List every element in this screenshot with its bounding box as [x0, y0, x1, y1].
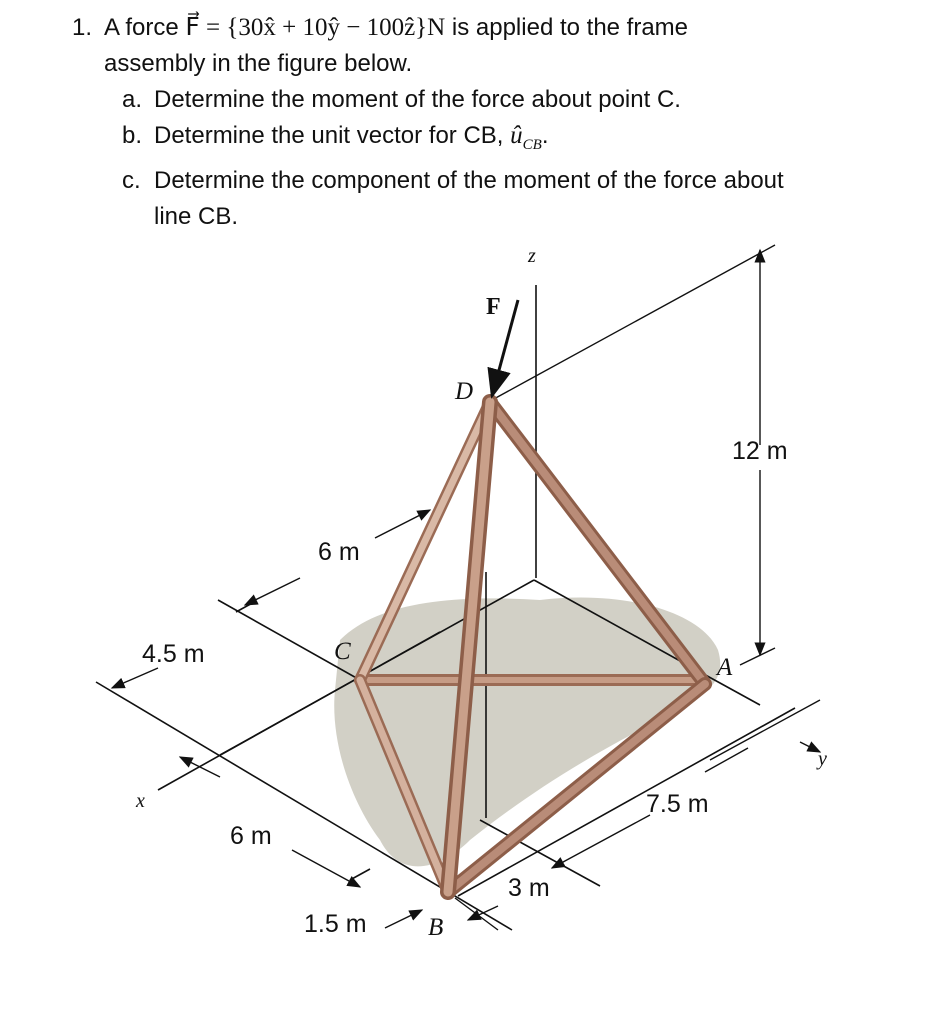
part-a-text: Determine the moment of the force about point C.: [154, 86, 681, 113]
part-b-text: Determine the unit vector for CB,: [154, 122, 504, 149]
force-label: F: [486, 294, 501, 320]
point-D-label: D: [455, 378, 474, 405]
point-B-label: B: [428, 914, 444, 941]
force-expression: F⃗ = {30x̂ + 10ŷ − 100ẑ}N: [185, 14, 446, 41]
dim-12m: 12 m: [732, 437, 788, 465]
part-c-letter: c.: [122, 167, 141, 194]
point-A-label: A: [717, 654, 733, 681]
intro-text: A force: [104, 14, 179, 41]
dim-1-5m: 1.5 m: [304, 910, 367, 938]
point-C-label: C: [334, 638, 351, 665]
dim-3m: 3 m: [508, 874, 550, 902]
dim-6m-bottom: 6 m: [230, 822, 272, 850]
problem-line-2: assembly in the figure below.: [104, 50, 413, 77]
part-a-letter: a.: [122, 86, 143, 113]
part-c-continued: line CB.: [154, 203, 239, 230]
part-b-end: .: [541, 122, 549, 149]
problem-number: 1.: [72, 14, 93, 41]
unit-vector-symbol: $û_{CB}$: [510, 122, 542, 153]
part-c-text: Determine the component of the moment of the force about: [154, 167, 784, 194]
dim-7-5m: 7.5 m: [646, 790, 709, 818]
x-axis-label: x: [136, 790, 145, 812]
dim-4-5m: 4.5 m: [142, 640, 205, 668]
z-axis-label: z: [528, 245, 536, 267]
dim-6m-top: 6 m: [318, 538, 360, 566]
y-axis-label: y: [818, 748, 827, 770]
part-b-letter: b.: [122, 122, 143, 149]
intro-text-2: is applied to the frame: [451, 14, 689, 41]
